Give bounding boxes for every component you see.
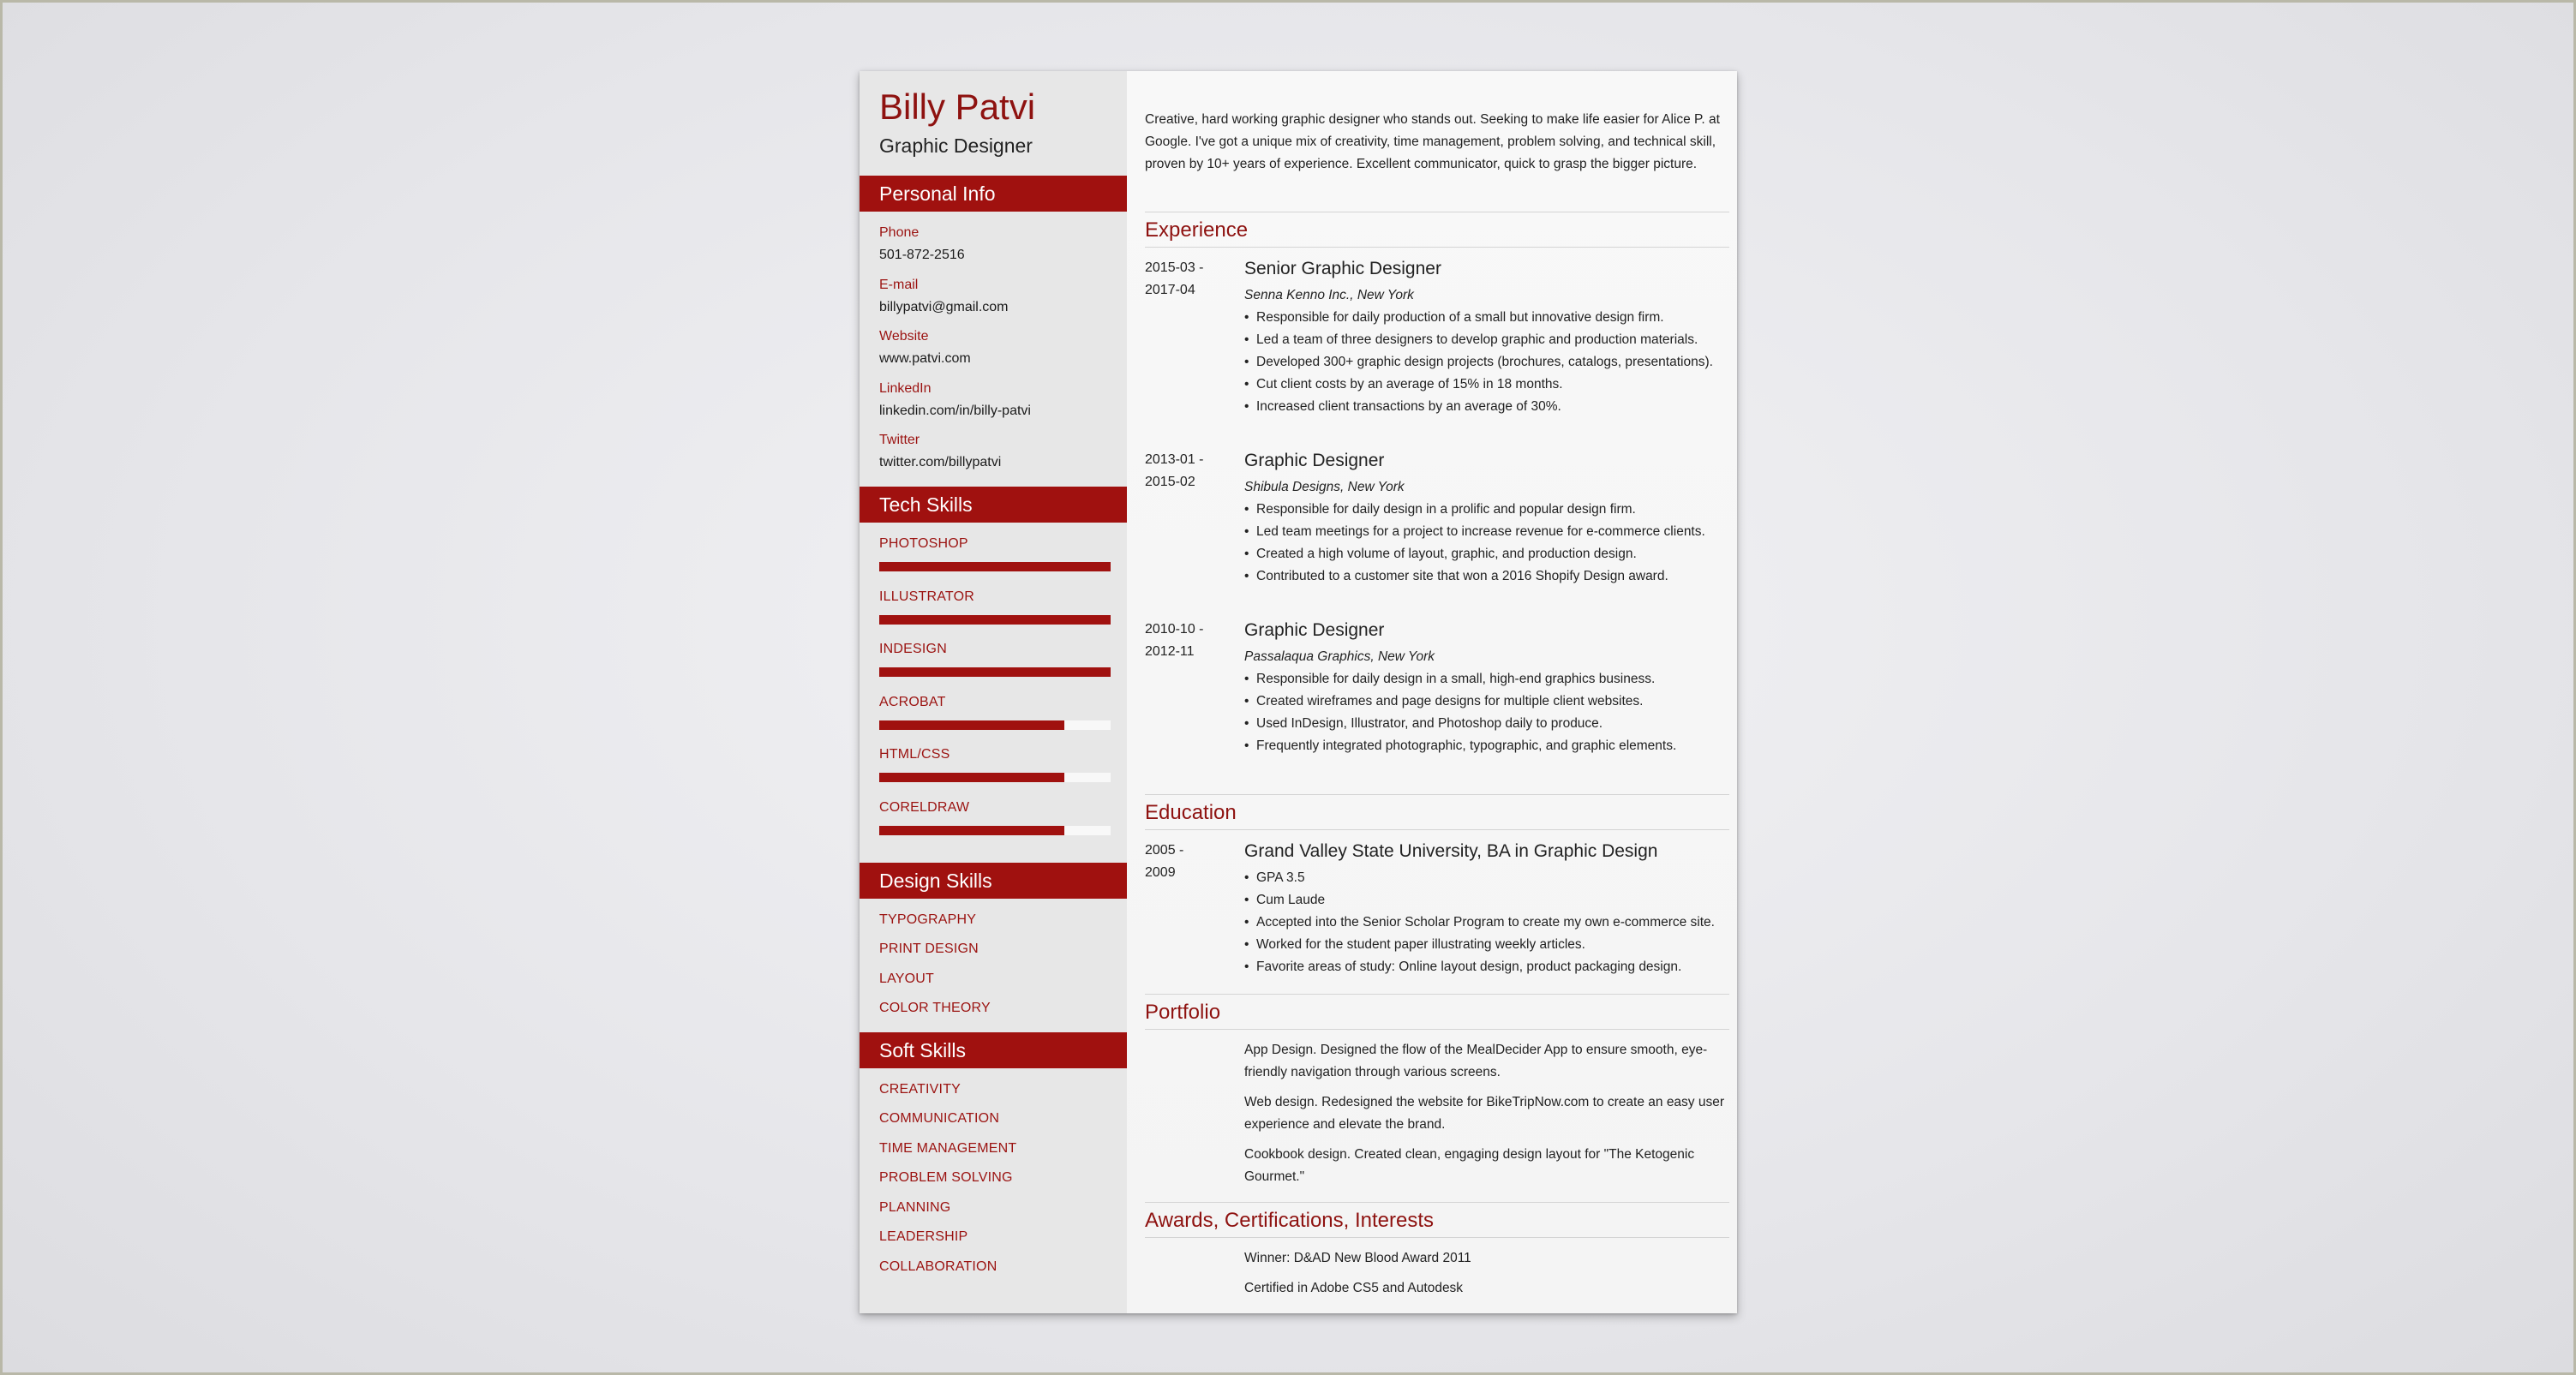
edu-bullet: • Cum Laude [1244,889,1715,912]
linkedin-label: LinkedIn [879,381,932,396]
candidate-title: Graphic Designer [879,135,1033,157]
edu-date-end: 2009 [1145,865,1176,880]
design-skill-item: LAYOUT [879,971,935,986]
twitter-value: twitter.com/billypatvi [879,455,1002,469]
soft-skill-item: PLANNING [879,1200,951,1215]
job-bullets [1244,668,1676,757]
job-title: Senior Graphic Designer [1244,259,1441,278]
divider [1145,794,1729,795]
skill-acrobat: ACROBAT [879,695,946,709]
job-bullet: • Contributed to a customer site that won a 2016 Shopify Design award. [1244,565,1705,588]
job-bullets [1244,307,1713,418]
edu-bullet: • Accepted into the Senior Scholar Program to create my own e-commerce site. [1244,912,1715,934]
skill-html-css: HTML/CSS [879,747,950,762]
tech-skills-heading: Tech Skills [860,487,1127,523]
edu-bullet: • Worked for the student paper illustrating weekly articles. [1244,934,1715,956]
skill-bar-fill [879,667,1111,677]
job-bullet: • Created wireframes and page designs for multiple client websites. [1244,690,1676,713]
job-title: Graphic Designer [1244,451,1385,470]
divider [1145,247,1729,248]
skill-bar-photoshop [879,562,1111,571]
design-skill-item: TYPOGRAPHY [879,912,977,927]
job-bullets [1244,499,1705,588]
soft-skill-item: PROBLEM SOLVING [879,1170,1013,1185]
edu-title: Grand Valley State University, BA in Graphic Design [1244,841,1658,861]
job-bullet: • Used InDesign, Illustrator, and Photoshop daily to produce. [1244,713,1676,735]
job-bullet: • Cut client costs by an average of 15% in 18 months. [1244,374,1713,396]
job-company: Passalaqua Graphics, New York [1244,649,1435,664]
resume-page [860,71,1737,1313]
divider [1145,1202,1729,1203]
edu-bullet: • GPA 3.5 [1244,867,1715,889]
divider [1145,1029,1729,1030]
skill-bar-fill [879,773,1064,782]
phone-label: Phone [879,225,920,240]
soft-skill-item: COLLABORATION [879,1259,997,1274]
skill-illustrator: ILLUSTRATOR [879,589,974,604]
soft-skill-item: COMMUNICATION [879,1111,1000,1126]
job-date-end: 2017-04 [1145,283,1195,297]
summary-text: Creative, hard working graphic designer who stands out. Seeking to make life easier for Alice P. at Google. I've got a unique mix of creativity, time management, problem solving, and technical skill, proven by 10+ years of experience. Excellent communicator, quick to grasp the bigger picture. [1145,112,1720,171]
email-label: E-mail [879,278,919,292]
website-label: Website [879,329,929,344]
divider [1145,829,1729,830]
job-date-start: 2013-01 - [1145,452,1204,467]
resume-main [1127,71,1737,1313]
divider [1145,994,1729,995]
soft-skill-item: CREATIVITY [879,1082,962,1097]
job-date-end: 2015-02 [1145,475,1195,489]
job-bullet: • Led team meetings for a project to increase revenue for e-commerce clients. [1244,521,1705,543]
personal-info-heading: Personal Info [860,176,1127,212]
soft-skills-heading: Soft Skills [860,1032,1127,1068]
portfolio-item: Web design. Redesigned the website for BikeTripNow.com to create an easy user experience and elevate the brand. [1244,1095,1725,1132]
skill-bar-fill [879,615,1111,625]
portfolio-heading: Portfolio [1145,1001,1221,1024]
job-date-start: 2010-10 - [1145,622,1204,637]
soft-skill-item: TIME MANAGEMENT [879,1141,1017,1156]
experience-heading: Experience [1145,218,1249,242]
skill-bar-illustrator [879,615,1111,625]
award-item: Certified in Adobe CS5 and Autodesk [1244,1281,1464,1295]
job-bullet: • Frequently integrated photographic, typographic, and graphic elements. [1244,735,1676,757]
skill-bar-coreldraw [879,826,1111,835]
job-bullet: • Increased client transactions by an average of 30%. [1244,396,1713,418]
portfolio-item: App Design. Designed the flow of the MealDecider App to ensure smooth, eye-friendly navigation through various screens. [1244,1043,1708,1079]
design-skill-item: COLOR THEORY [879,1001,991,1015]
job-company: Shibula Designs, New York [1244,480,1405,494]
job-bullet: • Created a high volume of layout, graphic, and production design. [1244,543,1705,565]
edu-bullets [1244,867,1715,978]
education-heading: Education [1145,801,1237,824]
design-skills-heading: Design Skills [860,863,1127,899]
skill-bar-fill [879,720,1064,730]
job-company: Senna Kenno Inc., New York [1244,288,1414,302]
portfolio-item: Cookbook design. Created clean, engaging design layout for "The Ketogenic Gourmet." [1244,1147,1695,1184]
candidate-name: Billy Patvi [879,87,1036,127]
skill-bar-indesign [879,667,1111,677]
skill-bar-fill [879,826,1064,835]
soft-skill-item: LEADERSHIP [879,1229,968,1244]
email-value: billypatvi@gmail.com [879,300,1009,314]
edu-date-start: 2005 - [1145,843,1184,858]
edu-bullet: • Favorite areas of study: Online layout design, product packaging design. [1244,956,1715,978]
linkedin-value: linkedin.com/in/billy-patvi [879,404,1031,418]
skill-photoshop: PHOTOSHOP [879,536,968,551]
website-value: www.patvi.com [879,351,971,366]
job-bullet: • Responsible for daily design in a prolific and popular design firm. [1244,499,1705,521]
job-bullet: • Led a team of three designers to develop graphic and production materials. [1244,329,1713,351]
twitter-label: Twitter [879,433,920,447]
job-title: Graphic Designer [1244,620,1385,640]
job-bullet: • Responsible for daily production of a small but innovative design firm. [1244,307,1713,329]
job-bullet: • Developed 300+ graphic design projects (brochures, catalogs, presentations). [1244,351,1713,374]
awards-heading: Awards, Certifications, Interests [1145,1209,1435,1232]
skill-bar-fill [879,562,1111,571]
skill-coreldraw: CORELDRAW [879,800,970,815]
award-item: Winner: D&AD New Blood Award 2011 [1244,1251,1471,1265]
design-skill-item: PRINT DESIGN [879,942,979,956]
job-date-end: 2012-11 [1145,644,1195,659]
skill-bar-html-css [879,773,1111,782]
phone-value: 501-872-2516 [879,248,965,262]
job-bullet: • Responsible for daily design in a small, high-end graphics business. [1244,668,1676,690]
skill-bar-acrobat [879,720,1111,730]
divider [1145,1237,1729,1238]
job-date-start: 2015-03 - [1145,260,1204,275]
skill-indesign: INDESIGN [879,642,947,656]
resume-sidebar [860,71,1127,1313]
